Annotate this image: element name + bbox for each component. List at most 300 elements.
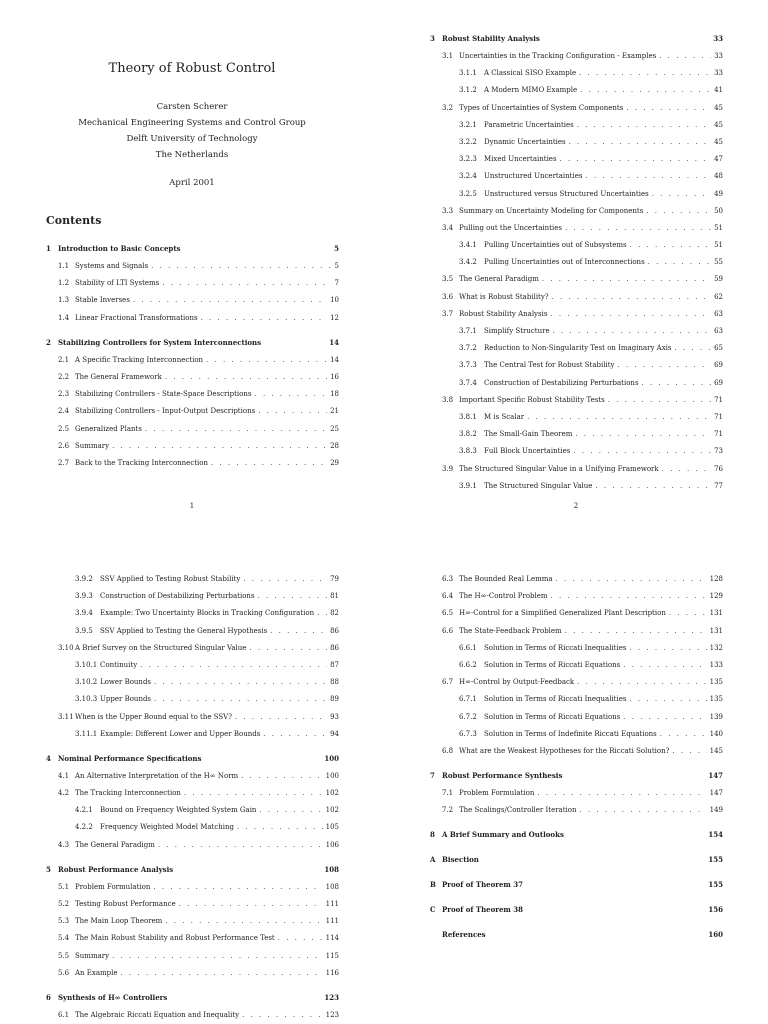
- toc-entry-title: The Main Loop Theorem: [75, 917, 163, 926]
- toc-dot-leader: [278, 930, 323, 947]
- toc-entry-number: 4: [46, 753, 51, 763]
- toc-dot-leader: [140, 657, 327, 674]
- toc-entry-title: M is Scalar: [484, 412, 525, 421]
- toc-entry-title: What are the Weakest Hypotheses for the Riccati Solution?: [459, 746, 670, 755]
- toc-entry-title: The Central Test for Robust Stability: [484, 361, 615, 370]
- toc-entry-page: 25: [330, 424, 339, 433]
- toc-section-entry[interactable]: [430, 571, 723, 588]
- page-3: [0, 0, 384, 1019]
- toc-subsection-entry[interactable]: [430, 640, 723, 657]
- toc-dot-leader: [241, 768, 322, 785]
- toc-entry-number: 6.6.1: [459, 643, 477, 652]
- toc-entry-page: 140: [709, 729, 723, 738]
- toc-entry-number: C: [430, 905, 436, 915]
- toc-entry-number: 3.6: [442, 292, 454, 301]
- toc-entry-page: 102: [325, 806, 339, 815]
- country: The Netherlands: [155, 150, 229, 160]
- toc-chapter-entry[interactable]: [430, 826, 723, 844]
- toc-subsection-entry[interactable]: [430, 726, 723, 743]
- toc-entry-number: 3.1.2: [459, 86, 477, 95]
- toc-entry-number: 8: [430, 830, 435, 840]
- toc-entry-title: Bound on Frequency Weighted System Gain: [100, 806, 257, 815]
- toc-entry-number: 3.9.5: [75, 626, 93, 635]
- toc-entry-title: Upper Bounds: [100, 695, 152, 704]
- toc-section-entry[interactable]: [46, 948, 339, 965]
- toc-chapter-entry[interactable]: [430, 767, 723, 785]
- toc-dot-leader: [263, 726, 327, 743]
- toc-entry-title: The Structured Singular Value in a Unifying Framework: [459, 464, 659, 473]
- toc-section-entry[interactable]: [430, 802, 723, 819]
- toc-column-4: [430, 571, 723, 944]
- toc-entry-page: 160: [708, 930, 723, 940]
- toc-entry-title: Stabilizing Controllers - Input-Output Descriptions: [75, 407, 256, 416]
- toc-dot-leader: [565, 623, 707, 640]
- toc-entry-page: 28: [330, 441, 339, 450]
- toc-entry-page: 155: [708, 880, 723, 890]
- toc-entry-number: 3.2.2: [459, 137, 477, 146]
- toc-entry-title: SSV Applied to Testing the General Hypothesis: [100, 626, 268, 635]
- toc-entry-number: 5.1: [58, 882, 70, 891]
- toc-entry-number: 5.4: [58, 934, 70, 943]
- toc-entry-title: Nominal Performance Specifications: [58, 753, 202, 763]
- toc-entry-page: 51: [714, 241, 723, 250]
- toc-dot-leader: [623, 657, 706, 674]
- toc-entry-title: Robust Performance Synthesis: [442, 771, 563, 781]
- toc-dot-leader: [270, 623, 327, 640]
- toc-dot-leader: [243, 571, 327, 588]
- toc-entry-number: B: [430, 880, 436, 890]
- toc-entry-page: 10: [330, 296, 339, 305]
- toc-dot-leader: [184, 785, 323, 802]
- toc-entry-number: 3.7.4: [459, 378, 477, 387]
- toc-entry-title: The Structured Singular Value: [484, 481, 593, 490]
- toc-entry-title: The General Paradigm: [459, 275, 539, 284]
- toc-entry-number: 6.1: [58, 1010, 70, 1019]
- toc-entry-page: 86: [330, 626, 339, 635]
- toc-dot-leader: [556, 571, 707, 588]
- toc-entry-number: 3.5: [442, 275, 454, 284]
- toc-entry-number: 3.10.2: [75, 678, 98, 687]
- toc-entry-title: Pulling Uncertainties out of Interconnections: [484, 258, 645, 267]
- toc-entry-page: 139: [709, 712, 723, 721]
- toc-entry-number: 3.11: [58, 712, 74, 721]
- toc-entry-number: 3.9.4: [75, 609, 93, 618]
- toc-entry-number: 6.4: [442, 592, 454, 601]
- toc-entry-number: 5.2: [58, 900, 70, 908]
- toc-entry-title: Summary: [75, 441, 110, 450]
- toc-dot-leader: [235, 709, 327, 726]
- toc-entry-title: The H∞-Control Problem: [459, 592, 548, 601]
- toc-subsection-entry[interactable]: [46, 726, 339, 743]
- toc-entry-title: Solution in Terms of Riccati Equations: [484, 712, 621, 721]
- toc-subsection-entry[interactable]: [46, 674, 339, 691]
- toc-subsection-entry[interactable]: [46, 571, 339, 588]
- toc-entry-title: Problem Formulation: [75, 882, 151, 891]
- toc-dot-leader: [580, 802, 707, 819]
- toc-entry-number: 4.3: [58, 840, 70, 849]
- toc-entry-page: 33: [714, 69, 723, 78]
- contents-heading: Contents: [46, 214, 102, 227]
- toc-entry-number: 6.5: [442, 609, 454, 618]
- toc-entry-number: 3.10: [58, 643, 74, 652]
- toc-entry-page: 131: [709, 609, 723, 618]
- toc-entry-number: 4.2.2: [75, 823, 93, 832]
- toc-section-entry[interactable]: [430, 785, 723, 802]
- toc-section-entry[interactable]: [46, 837, 339, 854]
- toc-entry-title: Unstructured versus Structured Uncertainties: [484, 189, 649, 198]
- toc-entry-page: 76: [714, 464, 723, 473]
- toc-entry-title: H∞-Control by Output-Feedback: [459, 678, 575, 687]
- toc-entry-number: 3.7.1: [459, 327, 477, 335]
- toc-section-entry[interactable]: [430, 605, 723, 622]
- toc-entry-page: 111: [325, 900, 339, 908]
- toc-section-entry[interactable]: [430, 588, 723, 605]
- toc-entry-page: 155: [708, 855, 723, 865]
- toc-entry-number: 6.3: [442, 575, 454, 583]
- toc-entry-number: 3.9.2: [75, 575, 93, 583]
- toc-entry-number: 3.4.2: [459, 258, 477, 267]
- toc-entry-page: 63: [714, 327, 723, 335]
- toc-entry-number: 2.2: [58, 372, 70, 381]
- toc-dot-leader: [660, 726, 707, 743]
- toc-entry-title: Introduction to Basic Concepts: [58, 244, 181, 253]
- toc-entry-number: 3.4: [442, 223, 454, 232]
- toc-entry-number: 4.1: [58, 771, 70, 780]
- toc-entry-title: An Alternative Interpretation of the H∞ Norm: [75, 771, 239, 780]
- toc-entry-page: 63: [714, 309, 723, 318]
- toc-entry-number: 5.3: [58, 917, 70, 926]
- toc-entry-number: 2.4: [58, 407, 70, 416]
- toc-subsection-entry[interactable]: [46, 819, 339, 836]
- toc-entry-number: 6.7.2: [459, 712, 477, 721]
- toc-section-entry[interactable]: [46, 640, 339, 657]
- toc-subsection-entry[interactable]: [46, 691, 339, 708]
- toc-entry-number: 3.2.5: [459, 189, 477, 198]
- toc-entry-title: Proof of Theorem 38: [442, 905, 524, 915]
- toc-entry-number: 2: [46, 337, 51, 347]
- toc-chapter-entry[interactable]: [46, 750, 339, 768]
- toc-entry-title: References: [442, 930, 486, 940]
- toc-entry-number: 3.10.3: [75, 695, 98, 704]
- toc-entry-page: 147: [708, 771, 723, 781]
- toc-chapter-entry[interactable]: [46, 861, 339, 879]
- toc-subsection-entry[interactable]: [430, 709, 723, 726]
- toc-entry-title: When is the Upper Bound equal to the SSV?: [75, 712, 232, 721]
- toc-entry-number: 2.6: [58, 441, 70, 450]
- toc-entry-page: 47: [714, 155, 723, 164]
- toc-entry-number: 6: [46, 992, 51, 1002]
- toc-entry-number: 6.7.3: [459, 729, 477, 738]
- toc-dot-leader: [112, 948, 323, 965]
- toc-entry-number: 3.9.1: [459, 481, 477, 490]
- toc-entry-page: 69: [714, 378, 723, 387]
- toc-entry-number: 2.1: [58, 355, 70, 364]
- toc-entry-number: 3.9: [442, 464, 454, 473]
- toc-entry-number: 3.10.1: [75, 660, 98, 669]
- toc-dot-leader: [259, 802, 322, 819]
- toc-entry-page: 149: [709, 806, 723, 815]
- toc-dot-leader: [242, 1007, 322, 1024]
- toc-section-entry[interactable]: [46, 879, 339, 896]
- author: Carsten Scherer: [156, 102, 228, 112]
- toc-entry-page: 14: [330, 355, 339, 364]
- toc-entry-title: An Example: [75, 968, 118, 977]
- toc-section-entry[interactable]: [46, 913, 339, 930]
- toc-entry-title: Bisection: [442, 855, 479, 865]
- toc-entry-title: Problem Formulation: [459, 789, 535, 798]
- toc-entry-page: 65: [714, 344, 723, 353]
- toc-entry-title: Stabilizing Controllers for System Interconnections: [58, 337, 262, 347]
- group: Mechanical Engineering Systems and Control Group: [78, 118, 306, 128]
- toc-entry-page: 133: [709, 660, 723, 669]
- toc-entry-title: Proof of Theorem 37: [442, 880, 524, 890]
- date: April 2001: [169, 178, 215, 188]
- toc-entry-title: The Scalings/Controller Iteration: [459, 806, 577, 815]
- toc-entry-title: Solution in Terms of Indefinite Riccati Equations: [484, 729, 657, 738]
- toc-entry-title: Robust Stability Analysis: [459, 309, 548, 318]
- toc-entry-number: 3.9.3: [75, 592, 93, 601]
- toc-dot-leader: [158, 837, 323, 854]
- toc-column-3: [46, 571, 339, 1024]
- toc-entry-page: 81: [330, 592, 339, 601]
- toc-entry-page: 62: [714, 292, 723, 301]
- page-4: [384, 0, 768, 940]
- toc-entry-page: 41: [714, 86, 723, 95]
- toc-dot-leader: [249, 640, 327, 657]
- toc-entry-number: 3.7.2: [459, 344, 477, 353]
- toc-entry-title: Full Block Uncertainties: [484, 447, 571, 456]
- toc-entry-title: Synthesis of H∞ Controllers: [58, 992, 168, 1002]
- toc-chapter-entry[interactable]: [430, 926, 723, 944]
- toc-entry-page: 49: [714, 189, 723, 198]
- toc-section-entry[interactable]: [46, 785, 339, 802]
- toc-entry-page: 154: [708, 830, 723, 840]
- toc-entry-number: 7.2: [442, 806, 454, 815]
- toc-entry-page: 33: [713, 34, 723, 43]
- toc-dot-leader: [537, 785, 706, 802]
- toc-entry-title: Continuity: [100, 660, 138, 669]
- toc-entry-page: 5: [334, 262, 339, 270]
- toc-entry-number: 1.1: [58, 262, 70, 270]
- toc-entry-title: Testing Robust Performance: [75, 900, 176, 908]
- toc-entry-title: H∞-Control for a Simplified Generalized Plant Description: [459, 609, 666, 618]
- toc-entry-page: 73: [714, 447, 723, 456]
- toc-entry-page: 5: [334, 244, 339, 253]
- toc-entry-page: 116: [325, 968, 339, 977]
- toc-entry-page: 123: [325, 1010, 339, 1019]
- toc-entry-title: Systems and Signals: [75, 262, 149, 270]
- toc-entry-page: 71: [714, 395, 723, 404]
- toc-entry-page: 145: [709, 746, 723, 755]
- toc-entry-page: 132: [709, 643, 723, 652]
- toc-entry-title: A Classical SISO Example: [484, 69, 577, 78]
- toc-entry-page: 18: [330, 390, 339, 399]
- toc-entry-number: 3.8: [442, 395, 454, 404]
- toc-entry-number: A: [430, 855, 436, 865]
- toc-chapter-entry[interactable]: [430, 876, 723, 894]
- toc-chapter-entry[interactable]: [46, 989, 339, 1007]
- toc-subsection-entry[interactable]: [46, 802, 339, 819]
- toc-entry-page: 45: [714, 103, 723, 112]
- toc-subsection-entry[interactable]: [46, 657, 339, 674]
- toc-entry-number: 1: [46, 244, 51, 253]
- toc-entry-number: 3.2.1: [459, 120, 477, 129]
- toc-entry-page: 69: [714, 361, 723, 370]
- toc-entry-title: The General Framework: [75, 372, 162, 381]
- toc-entry-page: 100: [324, 753, 339, 763]
- toc-section-entry[interactable]: [46, 1007, 339, 1024]
- toc-entry-number: 5: [46, 864, 51, 874]
- toc-entry-number: 3.11.1: [75, 729, 98, 738]
- toc-entry-title: The Algebraic Riccati Equation and Inequality: [75, 1010, 240, 1019]
- toc-entry-number: 3.8.2: [459, 430, 477, 439]
- toc-entry-number: 7: [430, 771, 435, 781]
- toc-entry-page: 106: [325, 840, 339, 849]
- toc-subsection-entry[interactable]: [46, 623, 339, 640]
- toc-section-entry[interactable]: [46, 930, 339, 947]
- toc-entry-page: 108: [324, 864, 339, 874]
- toc-entry-title: Frequency Weighted Model Matching: [100, 823, 235, 832]
- toc-entry-title: Unstructured Uncertainties: [484, 172, 583, 181]
- toc-entry-page: 93: [330, 712, 339, 721]
- toc-entry-page: 71: [714, 430, 723, 439]
- toc-entry-title: The Main Robust Stability and Robust Performance Test: [75, 934, 275, 943]
- toc-entry-page: 129: [709, 592, 723, 601]
- toc-entry-title: Solution in Terms of Riccati Inequalities: [484, 643, 627, 652]
- toc-entry-page: 51: [714, 223, 723, 232]
- toc-entry-title: A Specific Tracking Interconnection: [75, 355, 204, 364]
- toc-entry-number: 6.6.2: [459, 660, 477, 669]
- toc-entry-page: 59: [714, 275, 723, 284]
- toc-section-entry[interactable]: [46, 896, 339, 913]
- toc-entry-title: Stable Inverses: [75, 296, 130, 305]
- toc-section-entry[interactable]: [46, 709, 339, 726]
- toc-entry-page: 71: [714, 412, 723, 421]
- toc-entry-number: 2.7: [58, 458, 70, 467]
- toc-entry-number: 3.2: [442, 103, 454, 112]
- toc-entry-title: Generalized Plants: [75, 424, 142, 433]
- toc-dot-leader: [179, 896, 323, 913]
- toc-chapter-entry[interactable]: [430, 901, 723, 919]
- toc-entry-title: Linear Fractional Transformations: [75, 313, 198, 322]
- page-number: 2: [573, 502, 579, 510]
- toc-entry-title: Construction of Destabilizing Perturbations: [100, 592, 255, 601]
- toc-entry-number: 3.2.3: [459, 155, 477, 164]
- toc-entry-page: 82: [330, 609, 339, 618]
- toc-entry-number: 6.7.1: [459, 695, 477, 704]
- toc-entry-page: 108: [325, 882, 339, 891]
- toc-dot-leader: [121, 965, 323, 982]
- toc-entry-title: Construction of Destabilizing Perturbations: [484, 378, 639, 387]
- toc-dot-leader: [672, 743, 706, 760]
- toc-section-entry[interactable]: [430, 743, 723, 760]
- toc-entry-title: Back to the Tracking Interconnection: [75, 458, 209, 467]
- toc-section-entry[interactable]: [430, 623, 723, 640]
- toc-entry-title: Simplify Structure: [484, 327, 550, 335]
- toc-entry-page: 86: [330, 643, 339, 652]
- toc-entry-number: 3.3: [442, 206, 454, 215]
- toc-entry-page: 128: [709, 575, 723, 583]
- toc-entry-page: 55: [714, 258, 723, 267]
- toc-dot-leader: [237, 819, 323, 836]
- toc-entry-page: 114: [325, 934, 339, 943]
- toc-dot-leader: [165, 913, 322, 930]
- toc-entry-page: 50: [714, 206, 723, 215]
- toc-entry-number: 6.7: [442, 678, 454, 687]
- toc-entry-page: 7: [334, 279, 339, 288]
- toc-dot-leader: [669, 605, 707, 622]
- toc-dot-leader: [623, 709, 706, 726]
- toc-entry-page: 102: [325, 789, 339, 798]
- toc-entry-title: Parametric Uncertainties: [484, 120, 574, 129]
- toc-entry-page: 111: [325, 917, 339, 926]
- toc-entry-title: The General Paradigm: [75, 840, 155, 849]
- toc-dot-leader: [317, 605, 327, 622]
- toc-dot-leader: [154, 674, 327, 691]
- toc-entry-number: 3.4.1: [459, 241, 477, 250]
- toc-section-entry[interactable]: [46, 965, 339, 982]
- toc-entry-title: The Bounded Real Lemma: [459, 575, 553, 583]
- toc-entry-title: Summary: [75, 951, 110, 960]
- toc-entry-number: 4.2.1: [75, 806, 93, 815]
- toc-entry-number: 3.1: [442, 52, 454, 60]
- toc-entry-title: The Tracking Interconnection: [75, 789, 181, 798]
- toc-section-entry[interactable]: [430, 674, 723, 691]
- toc-entry-number: 3.7.3: [459, 361, 477, 370]
- toc-entry-number: 6.8: [442, 746, 454, 755]
- toc-subsection-entry[interactable]: [46, 588, 339, 605]
- toc-entry-number: 3.8.1: [459, 412, 477, 421]
- toc-entry-title: A Modern MIMO Example: [484, 86, 578, 95]
- toc-entry-title: Pulling Uncertainties out of Subsystems: [484, 241, 627, 250]
- toc-entry-page: 88: [330, 678, 339, 687]
- toc-entry-number: 7.1: [442, 789, 454, 798]
- toc-entry-number: 3.8.3: [459, 447, 477, 456]
- toc-entry-number: 1.4: [58, 313, 70, 322]
- toc-entry-page: 33: [714, 52, 723, 60]
- toc-chapter-entry[interactable]: [430, 851, 723, 869]
- toc-entry-title: Reduction to Non-Singularity Test on Imaginary Axis: [484, 344, 672, 353]
- toc-entry-number: 4.2: [58, 789, 70, 798]
- toc-entry-page: 77: [714, 481, 723, 490]
- toc-entry-title: Stability of LTI Systems: [75, 279, 160, 288]
- toc-entry-title: SSV Applied to Testing Robust Stability: [100, 575, 241, 583]
- toc-entry-title: A Brief Summary and Outlooks: [442, 830, 564, 840]
- toc-subsection-entry[interactable]: [430, 691, 723, 708]
- toc-entry-page: 94: [330, 729, 339, 738]
- toc-entry-page: 12: [330, 313, 339, 322]
- toc-entry-page: 87: [330, 660, 339, 669]
- toc-subsection-entry[interactable]: [430, 657, 723, 674]
- toc-entry-title: Robust Performance Analysis: [58, 864, 174, 874]
- toc-entry-title: Types of Uncertainties of System Components: [459, 103, 624, 112]
- toc-entry-page: 100: [325, 771, 339, 780]
- toc-entry-page: 115: [325, 951, 339, 960]
- toc-subsection-entry[interactable]: [46, 605, 339, 622]
- toc-dot-leader: [577, 674, 706, 691]
- toc-entry-number: 3.1.1: [459, 69, 477, 78]
- toc-entry-page: 45: [714, 120, 723, 129]
- toc-entry-title: Uncertainties in the Tracking Configuration - Examples: [459, 52, 657, 60]
- toc-entry-title: Pulling out the Uncertainties: [459, 223, 562, 232]
- toc-entry-page: 123: [324, 992, 339, 1002]
- toc-entry-page: 135: [709, 678, 723, 687]
- toc-entry-title: What is Robust Stability?: [459, 292, 549, 301]
- toc-entry-page: 79: [330, 575, 339, 583]
- toc-entry-title: Solution in Terms of Riccati Equations: [484, 660, 621, 669]
- toc-section-entry[interactable]: [46, 768, 339, 785]
- toc-entry-number: 5.5: [58, 951, 70, 960]
